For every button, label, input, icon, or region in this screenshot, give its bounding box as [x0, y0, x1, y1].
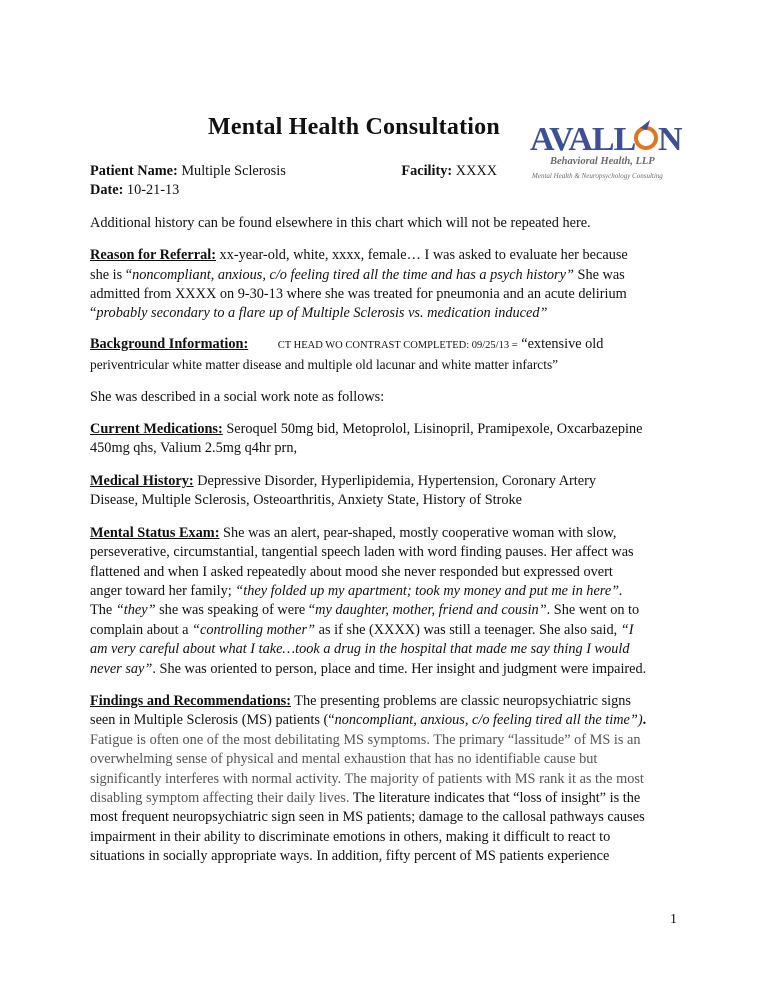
findings-text: overwhelming sense of physical and mental exhaustion that has no identifiable cause but: [90, 751, 598, 768]
findings-text: most frequent neuropsychiatric sign seen in MS patients; damage to the callosal pathways causes: [90, 809, 645, 826]
logo-subtagline: Mental Health & Neuropsychology Consulting: [532, 172, 663, 180]
background-section: [90, 335, 690, 375]
social-work-text: She was described in a social work note as follows:: [90, 388, 385, 405]
document-body: [90, 162, 690, 867]
mental-status-text: complain about a: [90, 621, 193, 638]
findings-text: The presenting problems are classic neuropsychiatric signs: [290, 692, 631, 709]
medications-section: [90, 420, 690, 459]
referral-quote: noncompliant, anxious, c/o feeling tired all the time and has a psych history”: [132, 266, 574, 283]
medications-text: Seroquel 50mg bid, Metoprolol, Lisinopril, Pramipexole, Oxcarbazepine: [222, 421, 643, 438]
medical-history-section: [90, 472, 690, 511]
background-text: “extensive old: [517, 335, 604, 352]
mental-status-quote: am very careful about what I take…took a drug in the hospital that made me say thing I would: [90, 641, 630, 658]
findings-text: disabling symptom affecting their daily lives.: [90, 789, 350, 806]
referral-section: [90, 246, 690, 324]
patient-line: [90, 162, 690, 181]
medical-history-text: Depressive Disorder, Hyperlipidemia, Hypertension, Coronary Artery: [193, 472, 597, 489]
page-number: 1: [670, 912, 677, 927]
logo-tagline: Behavioral Health, LLP: [550, 156, 655, 167]
patient-label: Patient Name:: [90, 163, 178, 179]
mental-status-quote: never say”: [90, 660, 153, 677]
medications-heading: Current Medications:: [90, 421, 223, 438]
medical-history-heading: Medical History:: [90, 472, 194, 489]
findings-text: .: [642, 712, 647, 729]
logo-o-icon: [636, 120, 656, 148]
date-line: [90, 181, 690, 200]
background-text: periventricular white matter disease and multiple old lacunar and white matter infarcts”: [90, 357, 559, 373]
intro-text: Additional history can be found elsewhere in this chart which will not be repeated here.: [90, 214, 591, 231]
findings-text: significantly interferes with normal activity. The majority of patients with MS rank it as the most: [90, 770, 644, 787]
findings-text: Fatigue is often one of the most debilitating MS symptoms. The primary “lassitude” of MS is an: [90, 731, 641, 748]
patient-value: Multiple Sclerosis: [181, 163, 286, 179]
mental-status-text: as if she (XXXX) was still a teenager. She also said,: [315, 621, 621, 638]
findings-text: impairment in their ability to discriminate emotions in others, making it difficult to react to: [90, 828, 611, 845]
referral-text: she is “: [90, 266, 133, 283]
referral-text: “: [90, 305, 97, 322]
mental-status-text: She was an alert, pear-shaped, mostly cooperative woman with slow,: [219, 524, 617, 541]
referral-quote: probably secondary to a flare up of Multiple Sclerosis vs. medication induced”: [96, 305, 548, 322]
svg-text:N: N: [658, 121, 683, 158]
mental-status-quote: “controlling mother”: [192, 621, 316, 638]
mental-status-quote: my daughter, mother, friend and cousin”: [315, 602, 547, 619]
date-value: 10-21-13: [126, 182, 180, 199]
findings-quote: noncompliant, anxious, c/o feeling tired all the time”): [334, 712, 643, 729]
document-title: Mental Health Consultation: [208, 114, 500, 140]
findings-text: situations in socially appropriate ways. In addition, fifty percent of MS patients experience: [90, 848, 610, 865]
mental-status-section: [90, 524, 690, 679]
mental-status-text: she was speaking of were “: [155, 602, 316, 619]
mental-status-quote: “they”: [115, 602, 156, 619]
referral-text: admitted from XXXX on 9-30-13 where she was treated for pneumonia and an acute delirium: [90, 286, 627, 303]
mental-status-text: anger toward her family;: [90, 582, 236, 599]
mental-status-text: The: [90, 602, 116, 619]
svg-text:AVALL: AVALL: [530, 121, 636, 158]
facility-label: Facility:: [401, 163, 453, 179]
medical-history-text: Disease, Multiple Sclerosis, Osteoarthritis, Anxiety State, History of Stroke: [90, 492, 523, 509]
findings-text: seen in Multiple Sclerosis (MS) patients (“: [90, 712, 335, 729]
medications-text: 450mg qhs, Valium 2.5mg q4hr prn,: [90, 440, 298, 457]
facility-value: XXXX: [455, 163, 498, 179]
findings-section: [90, 692, 690, 867]
background-heading: Background Information:: [90, 335, 249, 352]
mental-status-quote: “I: [620, 621, 634, 638]
mental-status-text: . She was oriented to person, place and time. Her insight and judgment were impaired.: [152, 660, 647, 677]
mental-status-heading: Mental Status Exam:: [90, 524, 220, 541]
findings-heading: Findings and Recommendations:: [90, 692, 291, 709]
mental-status-quote: “they folded up my apartment; took my money and put me in here”.: [235, 582, 623, 599]
ct-result-label: CT HEAD WO CONTRAST COMPLETED: 09/25/13 =: [277, 339, 518, 351]
mental-status-text: perseverative, circumstantial, tangential speech laden with word finding pauses. Her affect was: [90, 544, 634, 561]
referral-heading: Reason for Referral:: [90, 247, 216, 264]
referral-text: She was: [573, 266, 625, 283]
mental-status-text: flattened and when I asked repeatedly about mood she never responded but expressed overt: [90, 563, 613, 580]
mental-status-text: . She went on to: [546, 602, 640, 619]
date-label: Date:: [90, 182, 124, 199]
findings-text: The literature indicates that “loss of insight” is the: [349, 789, 641, 806]
referral-text: xx-year-old, white, xxxx, female… I was asked to evaluate her because: [215, 247, 628, 264]
